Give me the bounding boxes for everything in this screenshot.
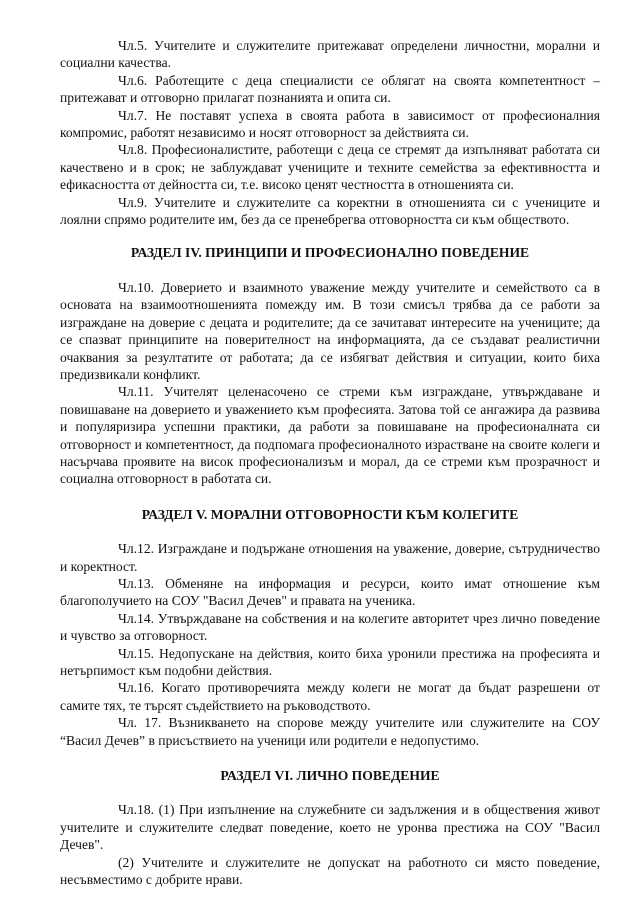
document-page: [60, 37, 600, 888]
section-6-heading: РАЗДЕЛ VI. ЛИЧНО ПОВЕДЕНИЕ: [220, 768, 440, 784]
article-6: Чл.6. Работещите с деца специалисти се облягат на своята компетентност – притежават и отговорно прилагат познанията и опита си.: [60, 72, 600, 106]
article-5: Чл.5. Учителите и служителите притежават определени личностни, морални и социални качества.: [60, 38, 600, 71]
article-18-1: Чл.18. (1) При изпълнение на служебните си задължения и в обществения живот учителите и служителите следват поведение, което не уронва престижа на СОУ "Васил Дечев".: [60, 802, 600, 853]
article-11: Чл.11. Учителят целенасочено се стреми към изграждане, утвърждаване и повишаване на доверието и уважението към професията. Затова той се ангажира да развива и популяризира успешни практики, да работи за повишаване на професионалната си отговорност и компетентност, да подпомага професионалното израстване на своите колеги и насърчава проявите на висок професионализъм и морал, да се стреми към прозрачност и социална отговорност в работата си.: [60, 384, 600, 487]
article-14: Чл.14. Утвърждаване на собствения и на колегите авторитет чрез лично поведение и чувство за отговорност.: [60, 610, 600, 644]
article-16: Чл.16. Когато противоречията между колеги не могат да бъдат разрешени от самите тях, те търсят съдействието на ръководството.: [60, 680, 600, 713]
article-17: Чл. 17. Възникването на спорове между учителите или служителите на СОУ “Васил Дечев” в присъствието на ученици или родители е недопустимо.: [60, 715, 600, 748]
article-10: Чл.10. Доверието и взаимното уважение между учителите и семейството са в основата на взаимоотношенията помежду им. В този смисъл трябва да се работи за изграждане на доверие с децата и родителите; да се зачитават интересите на учениците; да се спазват принципите на поверителност на информацията, да се създават реалистични очаквания за резултатите от работата; да се избягват действия и ситуации, които биха предизвикали конфликт.: [60, 279, 600, 382]
article-15: Чл.15. Недопускане на действия, които биха уронили престижа на професията и нетърпимост към подобни действия.: [60, 645, 600, 678]
article-7: Чл.7. Не поставят успеха в своята работа в зависимост от професионалния компромис, работят независимо и носят отговорност за действията си.: [60, 107, 600, 141]
article-12: Чл.12. Изграждане и подържане отношения на уважение, доверие, сътрудничество и коректност.: [60, 541, 600, 574]
article-13: Чл.13. Обменяне на информация и ресурси, които имат отношение към благополучието на СОУ "Васил Дечев" и правата на ученика.: [60, 575, 600, 609]
section-5-heading: РАЗДЕЛ V. МОРАЛНИ ОТГОВОРНОСТИ КЪМ КОЛЕГИТЕ: [141, 506, 519, 522]
article-8: Чл.8. Професионалистите, работещи с деца се стремят да изпълняват работата си качествено и в срок; не заблуждават учениците и техните семейства за ефективността и ефикасността от дейността си, т.е. високо ценят честността в отношенията си.: [60, 142, 600, 193]
article-18-2: (2) Учителите и служителите не допускат на работното си място поведение, несъвместимо с добрите нрави.: [60, 854, 600, 888]
article-9: Чл.9. Учителите и служителите са коректни в отношенията си с учениците и лоялни спрямо родителите им, без да се пренебрегва отговорността си към обществото.: [60, 194, 600, 228]
section-4-heading: РАЗДЕЛ IV. ПРИНЦИПИ И ПРОФЕСИОНАЛНО ПОВЕДЕНИЕ: [130, 245, 530, 261]
